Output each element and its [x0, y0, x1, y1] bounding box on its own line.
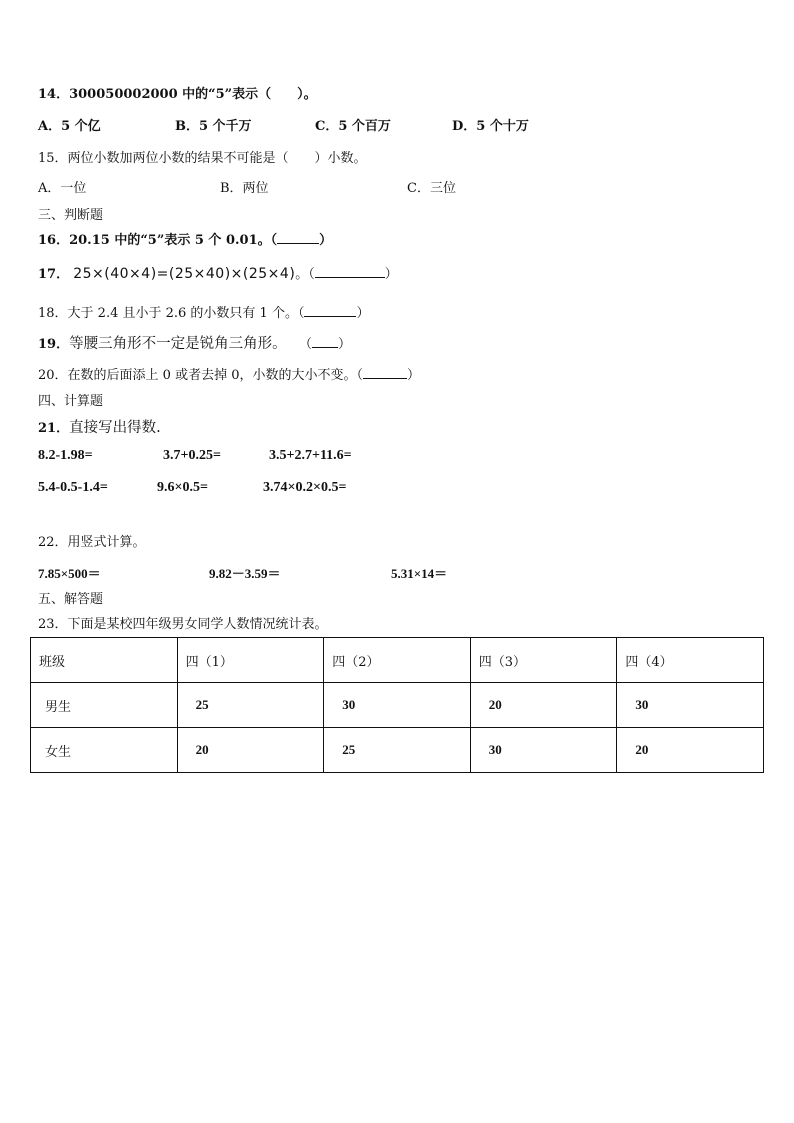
- q17-tail: 。（: [295, 267, 315, 282]
- question-16: [38, 229, 332, 248]
- table-header-cell: 四（1）: [177, 638, 324, 683]
- question-23: 23．下面是某校四年级男女同学人数情况统计表。: [38, 617, 328, 632]
- q20-close-paren: ）: [406, 368, 420, 383]
- q14-option-b[interactable]: B．5 个千万: [175, 119, 252, 134]
- q21-problem-3: 3.5+2.7+11.6=: [269, 448, 352, 463]
- q19-text: 等腰三角形不一定是锐角三角形。: [69, 336, 287, 352]
- table-row: [31, 728, 764, 773]
- question-20: [38, 364, 420, 383]
- q21-problem-6: 3.74×0.2×0.5=: [263, 480, 347, 495]
- section-title-judgement: 三、判断题: [38, 208, 104, 223]
- q18-answer-blank[interactable]: [304, 304, 356, 317]
- table-header-row: [31, 638, 764, 683]
- table-cell: 25: [177, 683, 324, 728]
- section-title-word-problems: 五、解答题: [38, 592, 104, 607]
- q19-close-paren: ）: [338, 337, 352, 352]
- table-header-cell: 四（2）: [324, 638, 471, 683]
- table-row-label: 女生: [31, 728, 178, 773]
- q17-number: 17．: [38, 267, 70, 282]
- q21-problem-5: 9.6×0.5=: [157, 480, 208, 495]
- q20-answer-blank[interactable]: [363, 366, 407, 379]
- q19-number: 19．: [38, 337, 70, 352]
- q16-close-paren: ）: [319, 233, 333, 248]
- q17-close-paren: ）: [384, 267, 398, 282]
- table-cell: 20: [470, 683, 617, 728]
- table-cell: 20: [617, 728, 764, 773]
- q15-option-b[interactable]: B．两位: [220, 181, 269, 196]
- question-14: 14．300050002000 中的“5”表示（ ）。: [38, 87, 317, 102]
- q19-open-paren: （: [299, 337, 313, 352]
- q14-option-c[interactable]: C．5 个百万: [315, 119, 391, 134]
- q22-problem-2: 9.82－3.59＝: [209, 566, 281, 581]
- table-header-cell: 四（4）: [617, 638, 764, 683]
- q16-text: 16．20.15 中的“5”表示 5 个 0.01。（: [38, 233, 278, 248]
- section-title-calculation: 四、计算题: [38, 394, 104, 409]
- q20-text: 20．在数的后面添上 0 或者去掉 0，小数的大小不变。（: [38, 368, 363, 383]
- q21-problem-1: 8.2-1.98=: [38, 448, 93, 463]
- q17-answer-blank[interactable]: [315, 265, 385, 278]
- q19-answer-blank[interactable]: [312, 335, 338, 348]
- question-18: [38, 302, 369, 321]
- question-21: [38, 416, 161, 437]
- q17-formula: 25×(40×4)=(25×40)×(25×4): [73, 266, 296, 282]
- table-cell: 25: [324, 728, 471, 773]
- q15-option-c[interactable]: C．三位: [407, 181, 456, 196]
- q16-answer-blank[interactable]: [277, 231, 319, 244]
- question-22: 22．用竖式计算。: [38, 535, 146, 550]
- table-cell: 30: [617, 683, 764, 728]
- q22-problem-3: 5.31×14＝: [391, 566, 448, 581]
- q21-number: 21．: [38, 421, 70, 436]
- q14-option-d[interactable]: D．5 个十万: [452, 119, 529, 134]
- question-19: [38, 332, 351, 353]
- q22-problem-1: 7.85×500＝: [38, 566, 101, 581]
- table-header-cell: 班级: [31, 638, 178, 683]
- table-cell: 30: [470, 728, 617, 773]
- q15-option-a[interactable]: A．一位: [38, 181, 87, 196]
- q14-option-a[interactable]: A．5 个亿: [38, 119, 101, 134]
- table-row-label: 男生: [31, 683, 178, 728]
- table-row: [31, 683, 764, 728]
- question-15: 15．两位小数加两位小数的结果不可能是（ ）小数。: [38, 151, 367, 166]
- table-header-cell: 四（3）: [470, 638, 617, 683]
- q21-problem-2: 3.7+0.25=: [163, 448, 221, 463]
- question-17: [38, 263, 398, 282]
- q21-problem-4: 5.4-0.5-1.4=: [38, 480, 108, 495]
- table-cell: 30: [324, 683, 471, 728]
- q18-text: 18．大于 2.4 且小于 2.6 的小数只有 1 个。（: [38, 306, 305, 321]
- q18-close-paren: ）: [356, 306, 370, 321]
- q21-text: 直接写出得数.: [69, 420, 161, 436]
- stats-table: [30, 637, 764, 773]
- table-cell: 20: [177, 728, 324, 773]
